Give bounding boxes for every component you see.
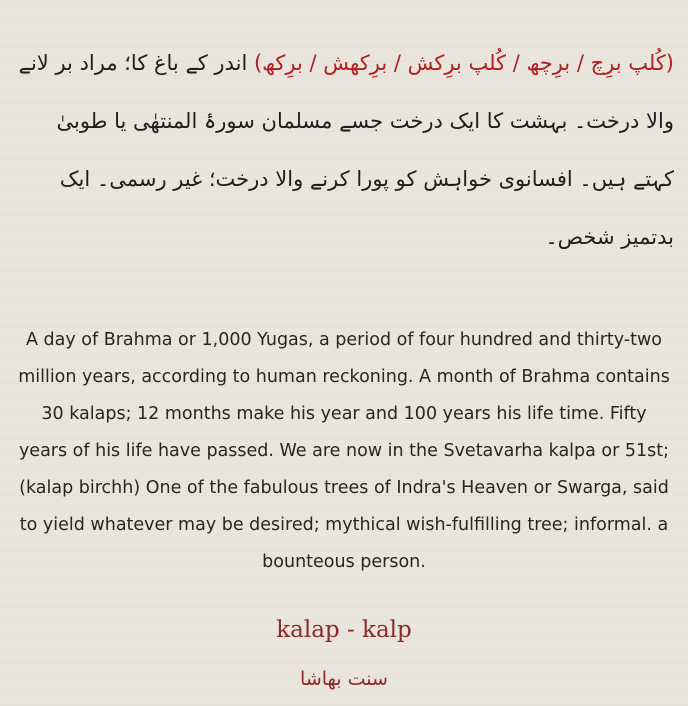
urdu-definition [14,34,674,266]
english-definition-2: (kalap birchh) One of the fabulous trees of Indra's Heaven or Swarga, said to yield whatever may be desired; mythical wish-fulfilling tree; informal. a bounteous person. [19,478,669,572]
entry-title: kalap - kalp [276,617,412,643]
english-definition-1: A day of Brahma or 1,000 Yugas, a period of four hundred and thirty-two million years, according to human reckoning. A month of Brahma contains 30 kalaps; 12 months make his year and 100 years his life time. Fifty years of his life have passed. We are now in the Svetavarha kalpa or 51st; [18,330,670,461]
entry-source: سنت بھاشا [300,668,388,690]
urdu-pronunciation: (کُلپ برِچ / برِچھ / کُلپ برِکش / برِکھش / برِکھ) [253,51,674,75]
urdu-meaning: اندر کے باغ کا؛ مراد بر لانے والا درخت۔ بہشت کا ایک درخت جسے مسلمان سورۂ المنتھٰی یا طوبیٰ کہتے ہیں۔ افسانوی خواہش کو پورا کرنے والا درخت؛ غیر رسمی۔ ایک بدتمیز شخص۔ [18,51,674,249]
english-definition [16,322,672,581]
